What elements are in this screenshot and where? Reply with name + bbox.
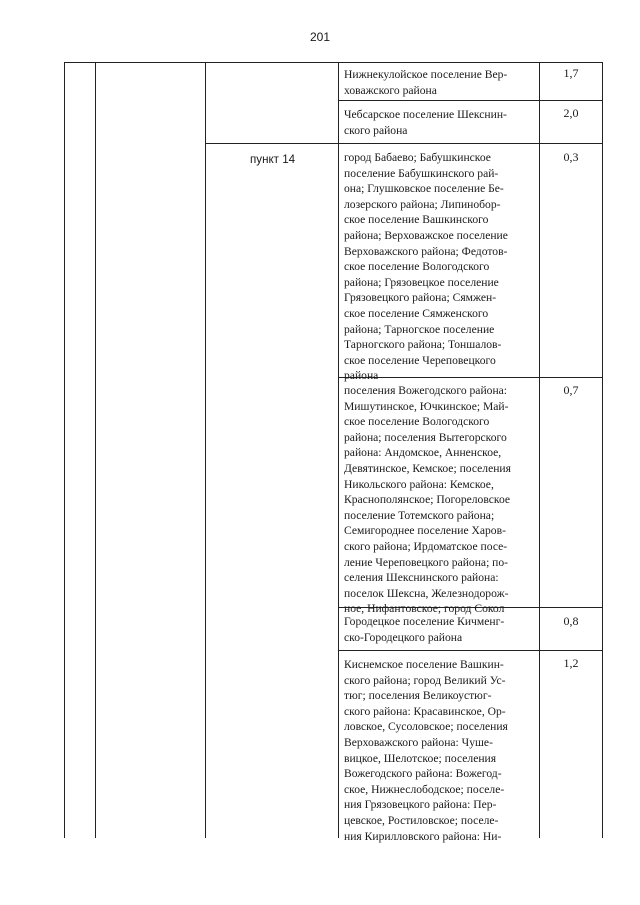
table-row-value: 0,7	[563, 383, 579, 397]
column-divider-2	[205, 62, 206, 838]
table-row-value: 1,2	[563, 656, 579, 670]
row-divider	[205, 143, 603, 144]
row-divider	[338, 650, 603, 651]
table-row-value: 1,7	[563, 66, 579, 80]
table-border-left	[64, 62, 65, 838]
table-row-text: Чебсарское поселение Шекснин- ского района	[344, 108, 507, 137]
column-divider-3	[338, 62, 339, 838]
table-row-text: Городецкое поселение Кичменг- ско-Городецкого района	[344, 615, 505, 644]
table-row-value: 0,8	[563, 614, 579, 628]
column-divider-4	[539, 62, 540, 838]
table-row-value: 2,0	[563, 106, 579, 120]
page-number: 201	[309, 30, 331, 44]
table-row-text: город Бабаево; Бабушкинское поселение Бабушкинского рай- она; Глушковское поселение Бе- лозерского района; Липинобор- ское поселение Вашкинского района; Верховажское поселение Верховажского района; Федотов- ское поселение Вологодского района; Грязовецкое поселение Грязовецкого района; Сямжен- ское поселение Сямженского района; Тарногское поселение Тарногского района; Тоншалов- ское поселение Череповецкого района	[344, 151, 508, 383]
table-border-top	[64, 62, 603, 63]
row-divider	[338, 100, 603, 101]
table-row-value: 0,3	[563, 150, 579, 164]
section-label: пункт 14	[250, 153, 296, 166]
column-divider-1	[95, 62, 96, 838]
table-border-right	[602, 62, 603, 838]
table-row-text: Киснемское поселение Вашкин- ского района; город Великий Ус- тюг; поселения Великоустюг- ского района: Красавинское, Ор- ловское, Сусоловское; поселения Верховажского района: Чуше- вицкое, Шелотское; поселения Вожегодского района: Вожегод- ское, Нижнеслободское; поселе- ния Грязовецкого района: Пер- цевское, Ростиловское; поселе- ния Кирилловского района: Ни-	[344, 658, 508, 843]
table-row-text: поселения Вожегодского района: Мишутинское, Ючкинское; Май- ское поселение Вологодского района; поселения Вытегорского района: Андомское, Анненское, Девятинское, Кемское; поселения Никольского района: Кемское, Краснополянское; Погореловское поселение Тотемского района; Семигороднее поселение Харов- ского района; Ирдоматское посе- ление Череповецкого района; по- селения Шекснинского района: поселок Шексна, Железнодорож- ное, Нифантовское; город Сокол	[344, 384, 511, 616]
table-row-text: Нижнекулойское поселение Вер- ховажского района	[344, 68, 508, 97]
